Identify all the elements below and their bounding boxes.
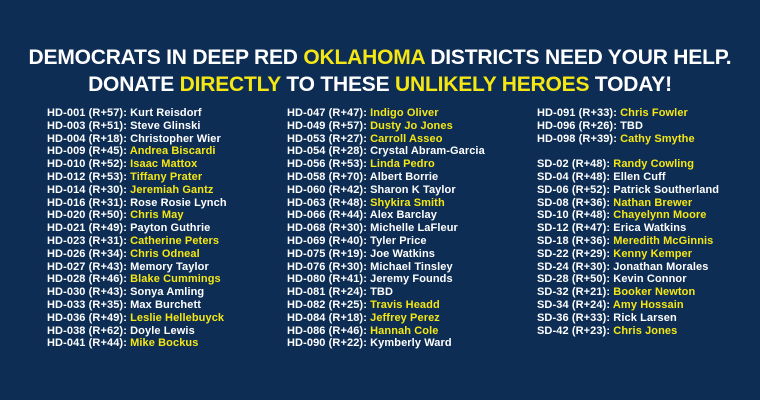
district-label: HD-060 (R+42):	[287, 183, 371, 196]
candidate-name: TBD	[620, 119, 644, 132]
candidate-row	[287, 171, 537, 184]
candidate-name: Sharon K Taylor	[370, 183, 456, 196]
candidate-name: Chris May	[130, 209, 184, 222]
candidate-row	[537, 120, 722, 133]
headline-text: TO THESE	[280, 73, 396, 96]
district-label: HD-058 (R+70):	[287, 170, 370, 183]
candidate-name: Jeffrey Perez	[370, 311, 440, 324]
candidate-name: Isaac Mattox	[130, 158, 198, 171]
candidate-row	[47, 133, 287, 146]
district-label: HD-023 (R+31):	[47, 234, 131, 247]
candidate-name: Chris Fowler	[620, 107, 688, 119]
candidate-row	[287, 286, 537, 299]
candidate-name: Meredith McGinnis	[613, 234, 714, 247]
candidate-name: Rick Larsen	[613, 311, 677, 324]
district-label: HD-063 (R+48):	[287, 196, 371, 209]
district-label: HD-010 (R+52):	[47, 158, 131, 171]
candidate-row	[47, 273, 287, 286]
district-label: HD-091 (R+33):	[537, 107, 621, 119]
candidate-row	[287, 209, 537, 222]
candidate-name: Nathan Brewer	[613, 196, 693, 209]
candidate-row	[47, 325, 287, 338]
candidate-name: Patrick Southerland	[613, 183, 720, 196]
district-label: SD-02 (R+48):	[537, 158, 614, 171]
candidate-row	[287, 261, 537, 274]
candidate-name: Chayelynn Moore	[613, 209, 707, 222]
district-column-1	[47, 107, 287, 350]
district-label: HD-086 (R+46):	[287, 324, 371, 337]
district-label: HD-049 (R+57):	[287, 119, 371, 132]
district-label: HD-009 (R+45):	[47, 145, 130, 158]
candidate-name: Cathy Smythe	[620, 132, 695, 145]
candidate-row	[287, 235, 537, 248]
candidate-name: Kurt Reisdorf	[130, 107, 202, 119]
column-gap	[537, 145, 722, 158]
district-label: SD-12 (R+47):	[537, 222, 614, 235]
candidate-name: Linda Pedro	[370, 158, 435, 171]
headline-highlight-text: OKLAHOMA	[303, 46, 425, 69]
candidate-name: Doyle Lewis	[130, 324, 195, 337]
candidate-row	[537, 248, 722, 261]
district-label: HD-026 (R+34):	[47, 247, 131, 260]
district-label: HD-096 (R+26):	[537, 119, 621, 132]
candidate-name: Booker Newton	[613, 286, 696, 299]
candidate-row	[287, 248, 537, 261]
candidate-name: Indigo Oliver	[370, 107, 439, 119]
district-label: HD-020 (R+50):	[47, 209, 131, 222]
district-label: SD-10 (R+48):	[537, 209, 614, 222]
district-label: SD-04 (R+48):	[537, 170, 614, 183]
district-label: HD-053 (R+27):	[287, 132, 371, 145]
candidate-name: Albert Borrie	[369, 170, 439, 183]
district-label: HD-027 (R+43):	[47, 260, 131, 273]
candidate-name: Max Burchett	[130, 298, 201, 311]
candidate-name: Sonya Amling	[130, 286, 205, 299]
candidate-name: Michael Tinsley	[370, 260, 453, 273]
district-column-3	[537, 107, 722, 350]
candidate-row	[287, 145, 537, 158]
candidate-name: Jeremy Founds	[370, 273, 453, 286]
candidate-row	[47, 312, 287, 325]
candidate-name: TBD	[370, 286, 394, 299]
candidate-name: Christopher Wier	[130, 132, 221, 145]
candidate-name: Randy Cowling	[613, 158, 695, 171]
candidate-name: Andrea Biscardi	[129, 145, 216, 158]
candidate-row	[47, 120, 287, 133]
candidate-name: Travis Headd	[370, 298, 440, 311]
candidate-row	[537, 158, 722, 171]
candidate-name: Jeremiah Gantz	[130, 183, 214, 196]
district-label: HD-014 (R+30):	[47, 183, 131, 196]
candidate-name: Leslie Hellebuyck	[130, 311, 225, 324]
candidate-row	[537, 107, 722, 120]
district-label: HD-012 (R+53):	[47, 170, 131, 183]
district-label: HD-041 (R+44):	[47, 337, 131, 350]
candidate-row	[47, 337, 287, 350]
candidate-name: Shykira Smith	[370, 196, 445, 209]
district-label: HD-003 (R+51):	[47, 119, 131, 132]
candidate-name: Memory Taylor	[130, 260, 209, 273]
candidate-name: Joe Watkins	[370, 247, 435, 260]
candidate-name: Rose Rosie Lynch	[130, 196, 227, 209]
district-label: HD-066 (R+44):	[287, 209, 370, 222]
candidate-name: Kymberly Ward	[370, 337, 452, 350]
district-label: SD-06 (R+52):	[537, 183, 614, 196]
district-label: HD-068 (R+30):	[287, 222, 371, 235]
candidate-row	[47, 299, 287, 312]
district-label: HD-056 (R+53):	[287, 158, 371, 171]
district-label: HD-076 (R+30):	[287, 260, 371, 273]
candidate-name: Ellen Cuff	[613, 170, 666, 183]
candidate-name: Tyler Price	[370, 234, 427, 247]
candidate-row	[47, 286, 287, 299]
candidate-name: Carroll Asseo	[370, 132, 443, 145]
candidate-row	[47, 197, 287, 210]
district-column-2	[287, 107, 537, 350]
candidate-row	[47, 158, 287, 171]
candidate-name: Hannah Cole	[370, 324, 439, 337]
district-label: HD-082 (R+25):	[287, 298, 371, 311]
candidate-row	[47, 235, 287, 248]
candidate-name: Chris Jones	[613, 324, 678, 337]
candidate-name: Blake Cummings	[130, 273, 221, 286]
district-label: HD-001 (R+57):	[47, 107, 131, 119]
district-label: HD-069 (R+40):	[287, 234, 371, 247]
candidate-row	[537, 197, 722, 210]
district-label: SD-32 (R+21):	[537, 286, 614, 299]
candidate-row	[537, 325, 722, 338]
candidate-row	[537, 286, 722, 299]
candidate-row	[287, 184, 537, 197]
headline-text: DEMOCRATS IN DEEP RED	[28, 46, 304, 69]
candidate-row	[287, 222, 537, 235]
headline-line-2	[0, 71, 760, 98]
district-label: SD-34 (R+24):	[537, 298, 613, 311]
candidate-name: Steve Glinski	[130, 119, 201, 132]
candidate-name: Jonathan Morales	[613, 260, 709, 273]
district-label: HD-028 (R+46):	[47, 273, 131, 286]
headline-text: DISTRICTS NEED YOUR HELP.	[424, 46, 732, 69]
district-label: SD-08 (R+36):	[537, 196, 614, 209]
district-label: SD-36 (R+33):	[537, 311, 614, 324]
district-label: HD-080 (R+41):	[287, 273, 371, 286]
candidate-name: Tiffany Prater	[130, 170, 203, 183]
candidate-row	[537, 312, 722, 325]
candidate-row	[47, 261, 287, 274]
candidate-name: Kevin Connor	[613, 273, 687, 286]
candidate-row	[537, 299, 722, 312]
candidate-row	[287, 133, 537, 146]
headline-highlight-text: DIRECTLY	[179, 73, 281, 96]
district-label: HD-084 (R+18):	[287, 311, 371, 324]
district-label: HD-098 (R+39):	[537, 132, 621, 145]
district-label: SD-42 (R+23):	[537, 324, 614, 337]
candidate-row	[537, 273, 722, 286]
candidate-row	[537, 171, 722, 184]
district-label: HD-081 (R+24):	[287, 286, 371, 299]
district-label: HD-038 (R+62):	[47, 324, 131, 337]
candidate-row	[287, 197, 537, 210]
candidate-row	[47, 145, 287, 158]
district-label: HD-004 (R+18):	[47, 132, 131, 145]
candidate-row	[287, 299, 537, 312]
candidate-row	[47, 248, 287, 261]
district-label: HD-030 (R+43):	[47, 286, 131, 299]
district-label: HD-047 (R+47):	[287, 107, 371, 119]
candidate-row	[537, 133, 722, 146]
candidate-row	[287, 120, 537, 133]
district-label: SD-18 (R+36):	[537, 234, 614, 247]
candidate-name: Amy Hossain	[612, 298, 684, 311]
district-label: HD-016 (R+31):	[47, 196, 131, 209]
candidate-row	[287, 312, 537, 325]
district-label: HD-036 (R+49):	[47, 311, 131, 324]
headline-line-1	[0, 44, 760, 71]
candidate-row	[47, 222, 287, 235]
candidate-row	[47, 107, 287, 120]
candidate-row	[47, 171, 287, 184]
candidate-row	[47, 184, 287, 197]
candidate-name: Dusty Jo Jones	[370, 119, 453, 132]
candidate-lists	[47, 107, 722, 350]
district-label: SD-24 (R+30):	[537, 260, 614, 273]
candidate-row	[287, 107, 537, 120]
candidate-name: Crystal Abram-Garcia	[370, 145, 485, 158]
candidate-name: Mike Bockus	[130, 337, 199, 350]
candidate-row	[537, 184, 722, 197]
candidate-row	[287, 337, 537, 350]
candidate-row	[47, 209, 287, 222]
candidate-row	[537, 261, 722, 274]
candidate-row	[537, 235, 722, 248]
district-label: HD-090 (R+22):	[287, 337, 371, 350]
district-label: SD-28 (R+50):	[537, 273, 614, 286]
headline-highlight-text: UNLIKELY HEROES	[395, 73, 590, 96]
candidate-row	[537, 222, 722, 235]
candidate-row	[287, 325, 537, 338]
district-label: HD-021 (R+49):	[47, 222, 131, 235]
headline-text: TODAY!	[589, 73, 672, 96]
candidate-name: Alex Barclay	[369, 209, 437, 222]
candidate-name: Kenny Kemper	[613, 247, 693, 260]
headline	[0, 44, 760, 98]
district-label: HD-033 (R+35):	[47, 298, 131, 311]
district-label: SD-22 (R+29):	[537, 247, 614, 260]
district-label: HD-075 (R+19):	[287, 247, 371, 260]
candidate-name: Michelle LaFleur	[370, 222, 458, 235]
district-label: HD-054 (R+28):	[287, 145, 371, 158]
candidate-name: Payton Guthrie	[130, 222, 211, 235]
candidate-row	[287, 158, 537, 171]
candidate-row	[537, 209, 722, 222]
candidate-name: Chris Odneal	[130, 247, 200, 260]
headline-text: DONATE	[88, 73, 180, 96]
candidate-name: Catherine Peters	[130, 234, 220, 247]
candidate-row	[287, 273, 537, 286]
candidate-name: Erica Watkins	[613, 222, 687, 235]
